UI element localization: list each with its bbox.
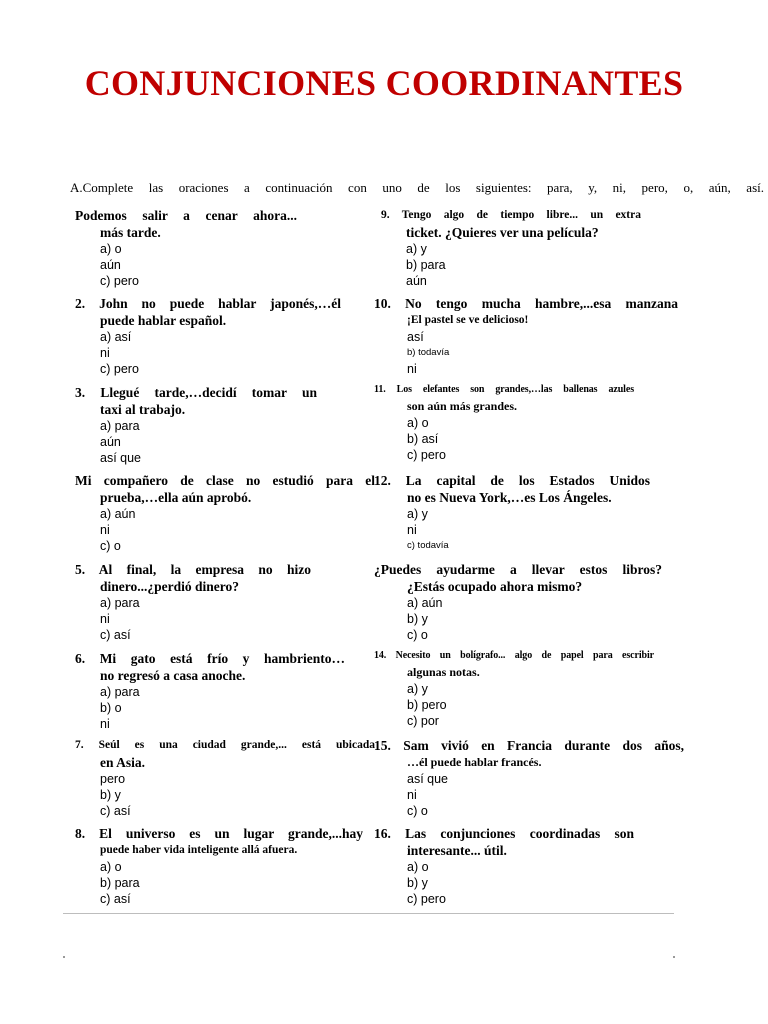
option: c) pero [407,448,446,462]
question-3 [75,384,317,466]
option: c) así [100,804,131,818]
question-text: 7. Seúl es una ciudad grande,... está ubicada [75,739,375,751]
option: ni [100,612,110,626]
option: c) así [100,628,131,642]
option: aún [406,274,427,288]
question-4 [75,472,375,554]
option: a) o [407,416,429,430]
option: b) o [100,701,122,715]
option: así [407,330,424,344]
question-13 [374,561,662,643]
question-text-cont: algunas notas. [407,665,480,679]
question-text-cont: ticket. ¿Quieres ver una película? [406,225,599,240]
option: b) y [407,612,428,626]
question-text: 14. Necesito un bolígrafo... algo de papel para escribir [374,650,654,661]
option: a) así [100,330,132,344]
question-text: 8. El universo es un lugar grande,...hay [75,826,363,841]
question-text: 5. Al final, la empresa no hizo [75,562,311,577]
option: ni [100,346,110,360]
question-15 [374,737,684,819]
option: b) para [406,258,446,272]
option: b) y [100,788,121,802]
option: c) pero [100,362,139,376]
question-11 [374,381,634,463]
question-text-cont: taxi al trabajo. [100,402,186,417]
question-text-cont: más tarde. [100,225,161,240]
option: ni [100,717,110,731]
question-text-cont: ¿Estás ocupado ahora mismo? [407,579,583,594]
question-6 [75,650,345,732]
question-text: 12. La capital de los Estados Unidos [374,473,650,488]
option: aún [100,435,121,449]
question-text: 15. Sam vivió en Francia durante dos años, [374,738,684,753]
question-text: 3. Llegué tarde,…decidí tomar un [75,385,317,400]
question-text: 6. Mi gato está frío y hambriento… [75,651,345,666]
option: c) así [100,892,131,906]
option: a) aún [100,507,136,521]
option: c) pero [100,274,139,288]
option: a) o [100,860,122,874]
question-text: ¿Puedes ayudarme a llevar estos libros? [374,562,662,577]
question-text-cont: interesante... útil. [407,843,507,858]
option: b) pero [407,698,447,712]
question-9 [381,207,641,289]
option: a) para [100,685,140,699]
question-text-cont: no es Nueva York,…es Los Ángeles. [407,490,612,505]
question-text-cont: dinero...¿perdió dinero? [100,579,240,594]
option: ni [100,523,110,537]
option: b) y [407,876,428,890]
option: c) o [407,804,428,818]
question-text-cont: ¡El pastel se ve delicioso! [407,314,529,326]
question-text-cont: puede haber vida inteligente allá afuera. [100,844,298,856]
option: c) pero [407,892,446,906]
option: c) o [407,628,428,642]
option: a) y [406,242,427,256]
option: b) para [100,876,140,890]
option: c) por [407,714,439,728]
question-text: 2. John no puede hablar japonés,…él [75,296,341,311]
option: a) aún [407,596,443,610]
question-8 [75,825,363,907]
page-title: CONJUNCIONES COORDINANTES [84,63,684,103]
option: así que [100,451,142,465]
option: pero [100,772,126,786]
question-text-cont: en Asia. [100,755,146,770]
option: b) todavía [407,347,450,358]
question-text-cont: no regresó a casa anoche. [100,668,246,683]
question-text-cont: puede hablar español. [100,313,227,328]
option: ni [407,788,417,802]
option: aún [100,258,121,272]
option: ni [407,362,417,376]
option: a) para [100,596,140,610]
question-text: 9. Tengo algo de tiempo libre... un extra [381,209,641,221]
question-14 [374,647,654,729]
question-16 [374,825,634,907]
question-text: 16. Las conjunciones coordinadas son [374,826,634,841]
question-7 [75,737,375,819]
option: así que [407,772,449,786]
corner-mark-left [63,956,65,958]
question-5 [75,561,311,643]
question-text-cont: son aún más grandes. [407,399,518,413]
option: a) para [100,419,140,433]
question-text: 11. Los elefantes son grandes,…las ballenas azules [374,384,634,395]
option: c) o [100,539,121,553]
corner-mark-right [673,956,675,958]
question-1 [75,207,297,289]
option: a) y [407,507,428,521]
option: a) o [407,860,429,874]
question-text: Mi compañero de clase no estudió para el [75,473,375,488]
question-2 [75,295,341,377]
option: c) todavía [407,540,449,551]
question-text: 10. No tengo mucha hambre,...esa manzana [374,296,678,311]
question-text-cont: …él puede hablar francés. [407,755,542,769]
question-text-cont: prueba,…ella aún aprobó. [100,490,252,505]
question-12 [374,472,650,554]
option: ni [407,523,417,537]
instructions: A.Complete las oraciones a continuación con uno de los siguientes: para, y, ni, pero, o, aún, así. [70,180,764,195]
option: b) así [407,432,439,446]
question-text: Podemos salir a cenar ahora... [75,208,297,223]
question-10 [374,295,678,377]
option: a) o [100,242,122,256]
option: a) y [407,682,428,696]
page-divider [63,913,674,914]
